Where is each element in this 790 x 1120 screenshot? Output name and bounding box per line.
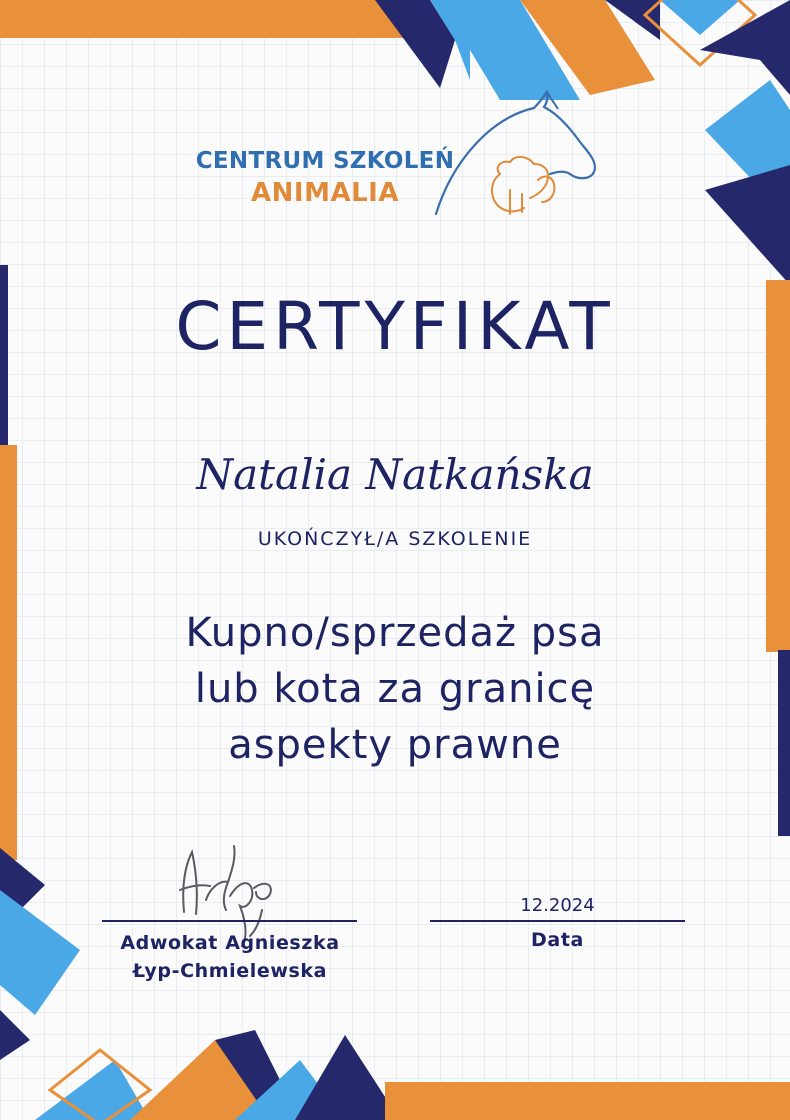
certificate-title: CERTYFIKAT [175,288,615,365]
logo-text-line2: ANIMALIA [251,178,399,208]
left-navy-shape-2 [0,1010,30,1060]
signature-line [102,920,357,922]
top-orange-bar [0,0,430,38]
course-title-line1: Kupno/sprzedaż psa [185,610,605,656]
bottom-orange-bar [385,1082,790,1120]
completed-text: UKOŃCZYŁ/A SZKOLENIE [257,528,533,550]
top-blue-shape-3 [660,0,740,35]
course-title-line2: lub kota za granicę [194,666,596,712]
course-title-line3: aspekty prawne [228,722,562,768]
signatory-name-line1: Adwokat Agnieszka [120,932,340,954]
signatory-name-line2: Łyp-Chmielewska [132,960,328,982]
left-blue-shape [0,890,80,1015]
date-line [430,920,685,922]
course-title [0,605,790,773]
right-navy-shape [705,165,790,285]
recipient-name: Natalia Natkańska [196,450,594,499]
horse-dog-cat-line-icon [430,90,610,220]
company-logo [180,90,610,220]
signatory-name [90,929,370,985]
logo-text-line1: CENTRUM SZKOLEŃ [195,148,455,174]
date-label: Data [531,929,584,951]
date-value: 12.2024 [520,895,595,916]
